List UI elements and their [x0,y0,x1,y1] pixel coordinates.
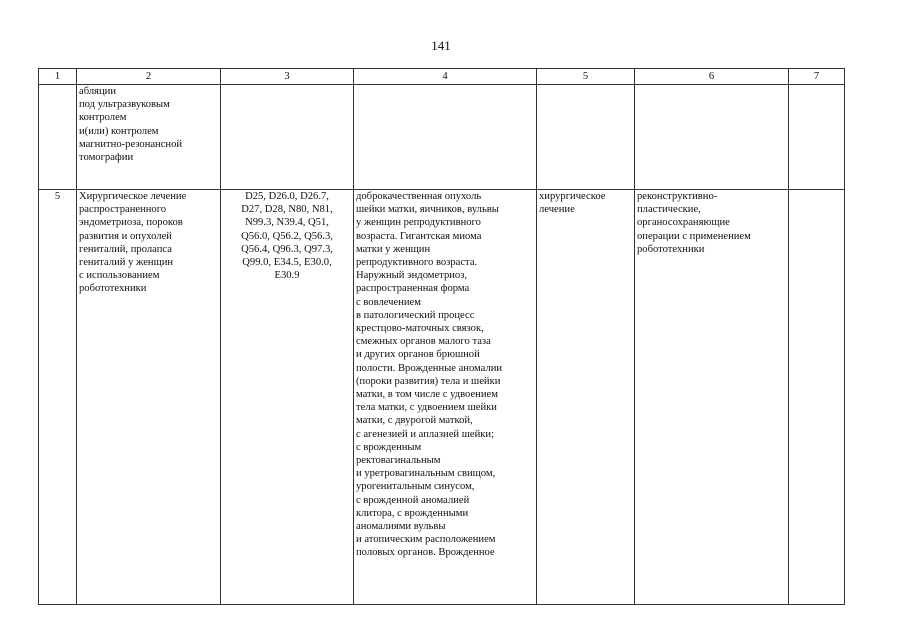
method-name-cell: абляции под ультразвуковым контролем и(или) контролем магнитно-резонансной томографии [77,85,221,190]
treatment-type-cell: хирургическое лечение [537,190,635,605]
row-number-cell [39,85,77,190]
treatment-type-cell [537,85,635,190]
patient-model-cell [354,85,537,190]
patient-model-cell: доброкачественная опухоль шейки матки, яичников, вульвы у женщин репродуктивного возраста. Гигантская миома матки у женщин репродуктивного возраста. Наружный эндометриоз, распространенная форма с вовлечением в патологический процесс крестцово-маточных связок, смежных органов малого таза и других органов брюшной полости. Врожденные аномалии (пороки развития) тела и шейки матки, в том числе с удвоением тела матки, с удвоением шейки матки, с двурогой маткой, с агенезией и аплазией шейки; с врожденным ректовагинальным и уретровагинальным свищом, урогенитальным синусом, с врожденной аномалией клитора, с врожденными аномалиями вульвы и атопическим расположением половых органов. Врожденное [354,190,537,605]
cost-cell [789,85,845,190]
icd-codes-cell [221,85,354,190]
header-cell-1: 1 [39,69,77,85]
icd-codes-cell: D25, D26.0, D26.7, D27, D28, N80, N81, N99.3, N39.4, Q51, Q56.0, Q56.2, Q56.3, Q56.4, Q96.3, Q97.3, Q99.0, E34.5, E30.0, E30.9 [221,190,354,605]
cost-cell [789,190,845,605]
table-row [39,190,845,605]
table-row [39,85,845,190]
method-name-cell: Хирургическое лечение распространенного эндометриоза, пороков развития и опухолей гениталий, пролапса гениталий у женщин с использованием робототехники [77,190,221,605]
page-number: 141 [431,38,451,53]
medical-care-table [38,68,845,605]
treatment-method-cell [635,85,789,190]
row-number-cell: 5 [39,190,77,605]
treatment-method-cell: реконструктивно- пластические, органосохраняющие операции с применением робототехники [635,190,789,605]
header-cell-2: 2 [77,69,221,85]
header-cell-4: 4 [354,69,537,85]
header-cell-3: 3 [221,69,354,85]
header-cell-7: 7 [789,69,845,85]
header-cell-5: 5 [537,69,635,85]
header-row [39,69,845,85]
header-cell-6: 6 [635,69,789,85]
